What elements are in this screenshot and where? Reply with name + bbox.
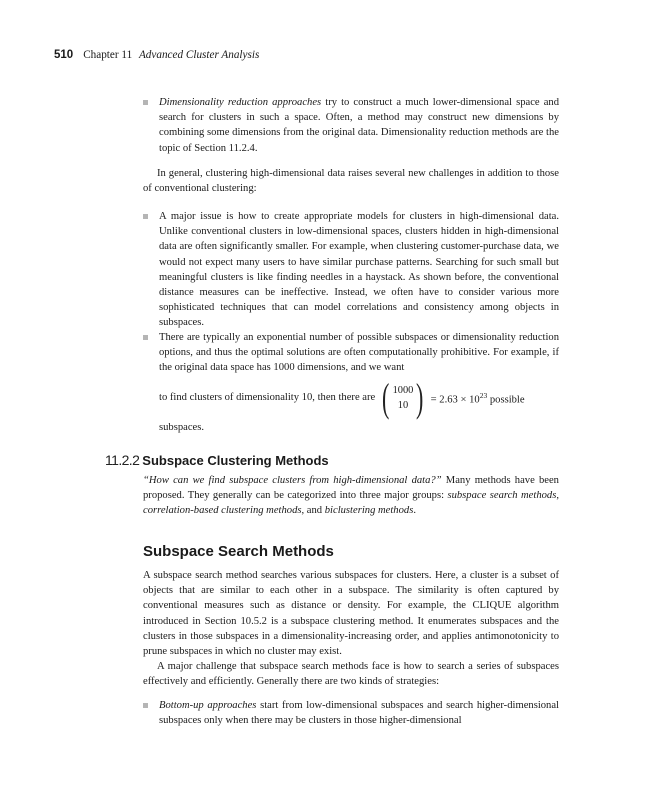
bullet-exponential [143, 330, 559, 435]
chapter-title: Advanced Cluster Analysis [138, 49, 260, 61]
bullet-tail: subspaces. [159, 421, 205, 433]
left-paren: ( [382, 374, 390, 420]
formula-equals: = 2.63 × 10 [430, 394, 480, 406]
page-number: 510 [54, 49, 74, 61]
group-subspace-search: subspace search methods [447, 490, 557, 502]
formula-prefix: to find clusters of dimensionality 10, then there are [159, 392, 376, 403]
binomial-coefficient [379, 374, 426, 420]
group-biclustering: biclustering methods [324, 505, 414, 517]
chapter-label: Chapter 11 [83, 49, 133, 61]
bullet-text: There are typically an exponential number of possible subspaces or dimensionality reduction options, and thus the optimal solutions are often computationally prohibitive. For example, if the original data space has 1000 dimensions, and we want [159, 332, 559, 374]
binom-bottom: 10 [397, 399, 409, 411]
section-intro [143, 473, 559, 519]
bullet-marker [143, 214, 148, 219]
intro-text: Many methods have been proposed. They generally can be categorized into three major groups: [143, 475, 559, 502]
bullet-text: start from low-dimensional subspaces and search higher-dimensional subspaces only when there may be clusters in those higher-dimensional [159, 700, 559, 727]
bullet-text: try to construct a much lower-dimensional space and search for clusters in such a space. Often, a method may construct new dimensions by combining some dimensions from the original data. Dimensionality reduction methods are the topic of Section 11.2.4. [159, 97, 559, 154]
subsection-title: Subspace Search Methods [143, 543, 334, 560]
binom-top: 1000 [392, 384, 414, 396]
paragraph-general [143, 166, 559, 196]
subsection-body [143, 568, 559, 690]
subsection-para-2: A major challenge that subspace search methods face is how to search a series of subspaces effectively and efficiently. Generally there are two kinds of strategies: [143, 661, 559, 688]
paragraph-text: In general, clustering high-dimensional data raises several new challenges in addition to those of conventional clustering: [143, 168, 559, 195]
bullet-term: Dimensionality reduction approaches [159, 97, 322, 108]
separator: , and [301, 505, 325, 517]
formula-suffix: possible [487, 394, 525, 406]
section-intro-text [143, 473, 559, 519]
bullet-marker [143, 100, 148, 105]
bullet-major-issue [143, 209, 559, 331]
section-question: “How can we find subspace clusters from high-dimensional data?” [143, 475, 442, 486]
bullet-marker [143, 703, 148, 708]
bullet-text: A major issue is how to create appropriate models for clusters in high-dimensional data. Unlike conventional clusters in low-dimensional spaces, clusters hidden in high-dimensional data are often significantly smaller. For example, when clustering customer-purchase data, we would not expect many users to have similar purchase patterns. Searching for such small but meaningful clusters is like finding needles in a haystack. As shown before, the conventional distance measures can be ineffective. Instead, we often have to consider various more sophisticated techniques that can model correlations and consistency among objects in subspaces. [159, 211, 559, 329]
bullet-dimensionality-reduction [143, 95, 559, 156]
bullet-marker [143, 335, 148, 340]
formula-exponent: 23 [479, 390, 488, 400]
section-heading [105, 452, 329, 470]
binomial-formula-line [159, 374, 559, 420]
bullet-bottom-up [143, 698, 559, 728]
section-number: 11.2.2 [105, 452, 140, 468]
subsection-para-1: A subspace search method searches various subspaces for clusters. Here, a cluster is a subset of objects that are similar to each other in a subspace. The similarity is often captured by conventional measures such as distance or density. For example, the CLIQUE algorithm introduced in Section 10.5.2 is a subspace clustering method. It enumerates subspaces and the clusters in those subspaces in a dimensionality-increasing order, and applies antimonotonicity to prune subspaces in which no cluster may exist. [143, 570, 559, 658]
bullet-term: Bottom-up approaches [159, 700, 257, 711]
group-correlation-based: correlation-based clustering methods [143, 505, 302, 517]
right-paren: ) [416, 374, 424, 420]
section-title: Subspace Clustering Methods [142, 453, 329, 468]
period: . [413, 505, 416, 517]
running-header [54, 49, 259, 61]
separator: , [556, 490, 559, 502]
